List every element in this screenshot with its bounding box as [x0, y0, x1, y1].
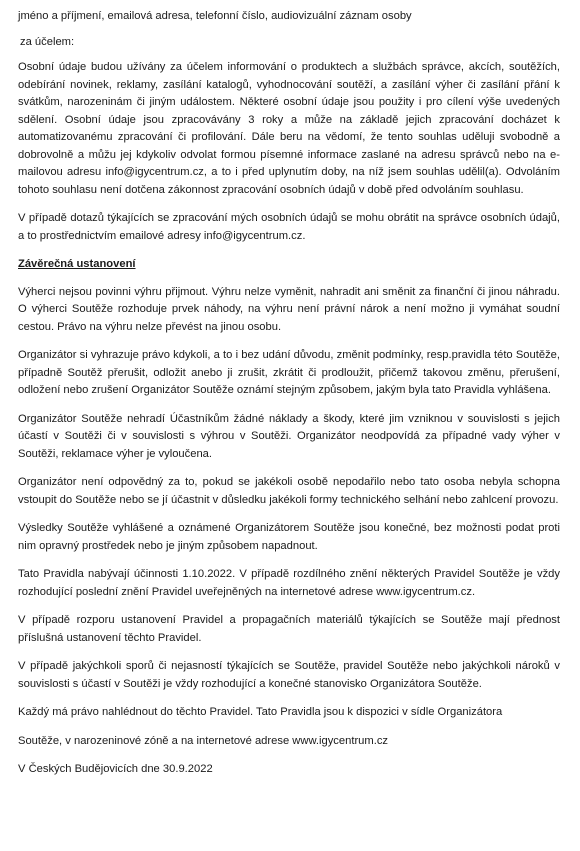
paragraph-precedence: V případě rozporu ustanovení Pravidel a propagačních materiálů týkajících se Soutěže mají přednost příslušná ustanovení těchto Pravidel.	[18, 614, 560, 644]
paragraph-results-final: Výsledky Soutěže vyhlášené a oznámené Organizátorem Soutěže jsou konečné, bez možnosti podat proti nim opravný prostředek nebo je jiným způsobem napadnout.	[18, 522, 560, 552]
paragraph-technical-failure: Organizátor není odpovědný za to, pokud se jakékoli osobě nepodařilo nebo tato osoba nebyla schopna vstoupit do Soutěže nebo se jí účastnit v důsledku jakékoli formy technického selhání nebo zahlcení provozu.	[18, 476, 560, 506]
availability-line-2: Soutěže, v narozeninové zóně a na internetové adrese www.igycentrum.cz	[18, 734, 389, 747]
paragraph-prize-acceptance: Výherci nejsou povinni výhru přijmout. Výhru nelze vyměnit, nahradit ani směnit za finanční či jinou náhradu. O výherci Soutěže rozhoduje prvek náhody, na výhru není právní nárok a není možno ji vymáhat soudní cestou. Právo na výhru nelze převést na jinou osobu.	[18, 285, 560, 333]
contact-paragraph: V případě dotazů týkajících se zpracování mých osobních údajů se mohu obrátit na správce osobních údajů, a to prostřednictvím emailové adresy info@igycentrum.cz.	[18, 212, 560, 242]
consent-paragraph: Osobní údaje budou užívány za účelem informování o produktech a službách správce, akcích, soutěžích, odebírání novinek, reklamy, zasílání katalogů, vyhodnocování soutěží, a zasílání výher či zasílání přání k svátkům, narozeninám či jiným událostem. Některé osobní údaje jsou použity i pro cílení výše uvedených sdělení. Osobní údaje jsou zpracovávány 3 roky a může na základě jejich zpracování docházet k automatizovanému zpracování či profilování. Dále beru na vědomí, že tento souhlas uděluji svobodně a dobrovolně a můžu jej kdykoliv odvolat formou písemné informace zaslané na adresu správců nebo na e-mailovou adresu info@igycentrum.cz, a to i před uplynutím doby, na níž jsem souhlas udělil(a). Odvoláním tohoto souhlasu není dotčena zákonnost zpracování osobních údajů v době před odvoláním souhlasu.	[18, 61, 560, 196]
intro-line: jméno a příjmení, emailová adresa, telefonní číslo, audiovizuální záznam osoby	[18, 10, 412, 22]
paragraph-costs-damages: Organizátor Soutěže nehradí Účastníkům žádné náklady a škody, které jim vzniknou v souvislosti s jejich účastí v Soutěži či v souvislosti s výhrou v Soutěži. Organizátor neodpovídá za případné vady výher v Soutěži, reklamace výher je vyloučena.	[18, 412, 560, 460]
availability-line-1: Každý má právo nahlédnout do těchto Pravidel. Tato Pravidla jsou k dispozici v sídle Organizátora	[18, 706, 503, 718]
paragraph-effective-date: Tato Pravidla nabývají účinnosti 1.10.2022. V případě rozdílného znění některých Pravidel Soutěže je vždy rozhodující poslední znění Pravidel uveřejněných na internetové adrese www.igycentrum.cz.	[18, 568, 560, 598]
place-date: V Českých Budějovicích dne 30.9.2022	[18, 763, 213, 775]
document-page	[18, 8, 560, 790]
section-heading: Závěrečná ustanovení	[18, 258, 136, 270]
purpose-label: za účelem:	[20, 35, 75, 48]
paragraph-rules-change: Organizátor si vyhrazuje právo kdykoli, a to i bez udání důvodu, změnit podmínky, resp.pravidla této Soutěže, případně Soutěž přerušit, odložit anebo ji zrušit, zkrátit či prodloužit, přičemž takovou změnu, přerušení, odložení nebo zrušení Organizátor Soutěže oznámí stejným způsobem, jakým byla tato Pravidla vyhlášena.	[18, 349, 560, 396]
paragraph-disputes: V případě jakýchkoli sporů či nejasností týkajících se Soutěže, pravidel Soutěže nebo jakýchkoli nároků v souvislosti s účastí v Soutěži je vždy rozhodující a konečné stanovisko Organizátora Soutěže.	[18, 660, 560, 690]
